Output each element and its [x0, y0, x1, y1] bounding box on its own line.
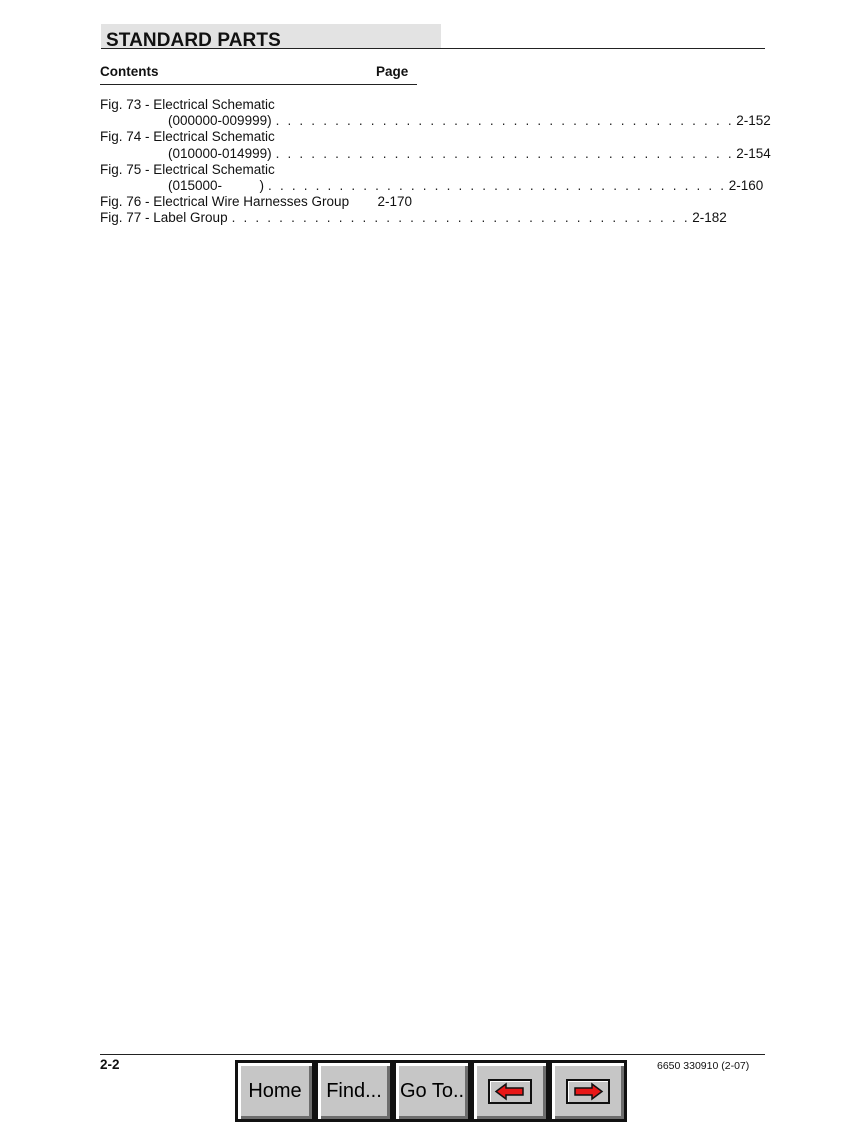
toc-leader-dots: . . . . . . . . . . . . . . . . . . . . . . . . . . . . . . . . . . . . . . .: [268, 177, 727, 193]
toc-leader-dots: . . . . . . . . . . . . . . . . . . . . . . . . . . . . . . . . . . . . . . .: [231, 210, 690, 226]
toc-entry-title[interactable]: Fig. 77 - Label Group: [100, 210, 228, 226]
navigation-bar: [235, 1060, 627, 1122]
toc-entry-page[interactable]: 2-170: [377, 194, 412, 210]
toc-entry-fig-74-continued[interactable]: [100, 145, 771, 162]
next-page-button[interactable]: [549, 1060, 627, 1122]
toc-entry-fig-77[interactable]: [100, 210, 727, 226]
toc-entry-range[interactable]: (010000-014999): [168, 145, 272, 161]
toc-entry-fig-75[interactable]: [100, 162, 412, 178]
title-rule: [101, 48, 765, 49]
toc-leader-dots: . . . . . . . . . . . . . . . . . . . . . . . . . . . . . . . . . . . . . . .: [275, 113, 734, 129]
previous-page-button[interactable]: [471, 1060, 549, 1122]
toc-entry-title[interactable]: Fig. 74 - Electrical Schematic: [100, 129, 275, 145]
toc-entry-fig-73-continued[interactable]: [100, 113, 771, 129]
toc-entry-title[interactable]: Fig. 76 - Electrical Wire Harnesses Group: [100, 194, 350, 210]
toc-entry-fig-73[interactable]: [100, 97, 412, 113]
contents-heading: Contents: [100, 64, 159, 79]
toc-entry-title[interactable]: Fig. 73 - Electrical Schematic: [100, 97, 275, 112]
home-button[interactable]: Home: [235, 1060, 315, 1122]
toc-entry-fig-75-continued[interactable]: [100, 177, 764, 194]
table-of-contents: [100, 97, 771, 227]
toc-entry-range[interactable]: (015000- ): [168, 177, 265, 193]
page-number: 2-2: [100, 1057, 120, 1072]
section-title: STANDARD PARTS: [106, 30, 281, 51]
toc-entry-range[interactable]: (000000-009999): [168, 113, 272, 129]
find-button[interactable]: Find...: [315, 1060, 393, 1122]
toc-entry-title[interactable]: Fig. 75 - Electrical Schematic: [100, 161, 275, 177]
contents-rule: [100, 84, 417, 85]
right-arrow-icon: [573, 1083, 603, 1100]
toc-entry-page[interactable]: 2-182: [692, 210, 727, 226]
go-to-button[interactable]: Go To..: [393, 1060, 471, 1122]
page-heading: Page: [376, 64, 409, 79]
toc-entry-fig-76[interactable]: [100, 194, 412, 210]
toc-entry-page[interactable]: 2-152: [736, 113, 771, 129]
document-id: 6650 330910 (2-07): [657, 1060, 750, 1072]
toc-entry-page[interactable]: 2-154: [736, 145, 771, 161]
left-arrow-icon: [495, 1083, 525, 1100]
toc-entry-page[interactable]: 2-160: [728, 177, 764, 193]
next-arrow-frame: [566, 1079, 610, 1104]
footer-rule: [100, 1054, 765, 1055]
toc-leader-dots: [349, 194, 375, 210]
toc-entry-fig-74[interactable]: [100, 129, 412, 145]
previous-arrow-frame: [488, 1079, 532, 1104]
toc-leader-dots: . . . . . . . . . . . . . . . . . . . . . . . . . . . . . . . . . . . . . . .: [275, 145, 734, 161]
